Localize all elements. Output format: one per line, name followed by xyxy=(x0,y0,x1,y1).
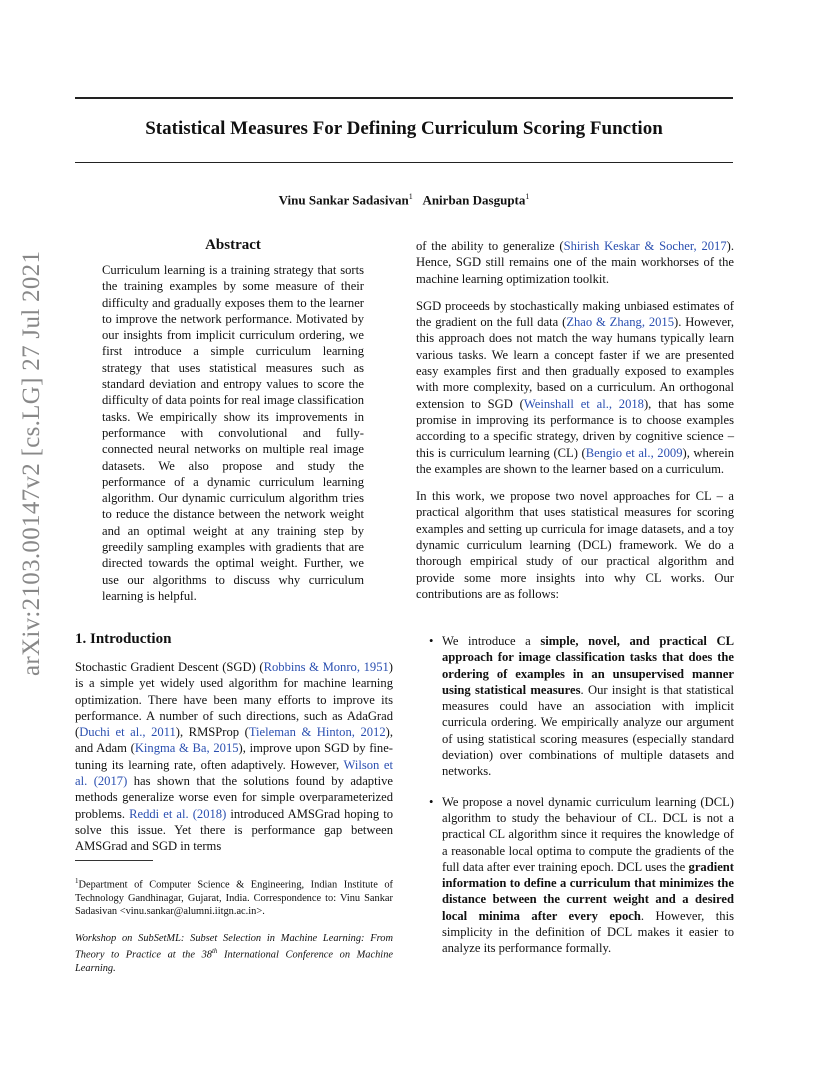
bold-text: simple, novel, and practical CL approach for image classification tasks that does the ordering of examples in an unsupervised manner using statistical measures xyxy=(442,634,735,697)
intro-paragraph-1-part-a xyxy=(75,659,393,855)
affiliation-footnote xyxy=(75,875,393,918)
title-bottom-rule xyxy=(75,162,733,163)
paper-title: Statistical Measures For Defining Curriculum Scoring Function xyxy=(145,118,663,139)
workshop-text: International Conference on Machine Learning. xyxy=(75,949,393,974)
title-top-rule xyxy=(75,97,733,99)
bullet-icon: • xyxy=(429,794,434,809)
author-name: Vinu Sankar Sadasivan xyxy=(278,192,409,208)
body-text: . However, this simplicity in the definition of DCL makes it easier to analyze its performance formally. xyxy=(442,908,734,956)
list-item xyxy=(416,633,734,780)
author-name: Anirban Dasgupta xyxy=(422,192,526,208)
footnote-mark: 1 xyxy=(75,877,79,885)
body-text: ), RMSProp ( xyxy=(175,725,249,740)
citation-link[interactable]: Duchi et al., 2011 xyxy=(79,725,176,740)
body-text: ) is a simple yet widely used algorithm for machine learning optimization. There have been many efforts to improve its performance. A number of such directions, such as AdaGrad ( xyxy=(75,660,393,740)
workshop-text: Workshop on SubSetML: Subset Selection in Machine Learning: From Theory to Practice at the 38 xyxy=(75,933,393,961)
body-text: SGD proceeds by stochastically making unbiased estimates of the gradient on the full data ( xyxy=(416,298,734,330)
body-text: . Our insight is that statistical measures could have an association with implicit curricula ordering. We empirically analyze our argument of using statistical scoring measures (especially standard deviation) over combinations of multiple datasets and networks. xyxy=(442,682,734,779)
body-text: ), that has some promise in improving its performance is to choose examples according to a specific strategy, driven by cognitive science – this is curriculum learning (CL) ( xyxy=(416,396,734,460)
body-text: We propose a novel dynamic curriculum learning (DCL) algorithm to study the behaviour of CL. DCL is not a practical CL algorithm since it requires the knowledge of a reasonable local optima to compute the gradients of the full data after ever training epoch. DCL uses the xyxy=(442,794,734,874)
author-list xyxy=(75,192,733,208)
intro-paragraph-1-part-b xyxy=(416,238,734,287)
abstract-text: Curriculum learning is a training strategy that sorts the training examples by some measure of their difficulty and gradually exposes them to the learner to improve the network performance. Motivated by our insights from implicit curriculum ordering, we first introduce a simple curriculum learning strategy that uses statistical measures such as standard deviation and entropy values to score the difficulty of data points for real image classification tasks. We empirically show its improvements in performance with convolutional and fully-connected neural networks on multiple real image datasets. We also propose and study the performance of a dynamic curriculum learning algorithm. Our dynamic curriculum algorithm tries to reduce the distance between the network weight and an optimal weight at any training step by greedily sampling examples with gradients that are directed towards the optimal weight. Further, we use our algorithms to discuss why curriculum learning is helpful. xyxy=(102,263,364,603)
body-text: of the ability to generalize ( xyxy=(416,239,564,253)
list-item xyxy=(416,794,734,957)
body-text: ), wherein the examples are shown to the learner based on a curriculum. xyxy=(416,445,734,476)
bold-text: gradient information to define a curriculum that minimizes the distance between the current weight and a desired local minima after every epoch xyxy=(442,859,734,923)
arxiv-stamp: arXiv:2103.00147v2 [cs.LG] 27 Jul 2021 xyxy=(18,250,45,676)
citation-link[interactable]: Weinshall et al., 2018 xyxy=(523,396,644,411)
intro-paragraph-2 xyxy=(416,298,734,477)
footnote-rule xyxy=(75,860,153,861)
body-text: has shown that the solutions found by adaptive methods generalize worse even for simple overparameterized problems. xyxy=(75,774,393,821)
contributions-list xyxy=(416,633,734,971)
workshop-note xyxy=(75,932,393,975)
citation-link[interactable]: Robbins & Monro, 1951 xyxy=(263,660,389,674)
citation-link[interactable]: Tieleman & Hinton, 2012 xyxy=(248,725,386,740)
body-text: We introduce a xyxy=(442,634,541,648)
workshop-superscript: th xyxy=(211,947,218,956)
citation-link[interactable]: Reddi et al. (2018) xyxy=(129,806,227,821)
body-text: ), improve upon SGD by fine-tuning its learning rate, often adaptively. However, xyxy=(75,741,393,772)
body-text: ). However, this approach does not match the way humans typically learn various tasks. We learn a concept faster if we are presented easy examples first and then gradually exposed to examples with more complexity, based on a curriculum. An orthogonal extension to SGD ( xyxy=(416,315,734,411)
abstract-heading: Abstract xyxy=(205,237,261,253)
citation-link[interactable]: Zhao & Zhang, 2015 xyxy=(566,315,675,330)
intro-paragraph-3: In this work, we propose two novel approaches for CL – a practical algorithm that uses statistical measures for scoring examples and setting up curricula for image datasets, and a toy dynamic curriculum learning (DCL) framework. We do a thorough empirical study of our practical algorithm and provide some more insights into why CL works. Our contributions are as follows: xyxy=(416,489,734,601)
citation-link[interactable]: Shirish Keskar & Socher, 2017 xyxy=(563,239,727,253)
citation-link[interactable]: Bengio et al., 2009 xyxy=(585,445,683,460)
citation-link[interactable]: Kingma & Ba, 2015 xyxy=(134,741,239,756)
body-text: ). Hence, SGD still remains one of the main workhorses of the machine learning optimization toolkit. xyxy=(416,239,734,286)
right-column xyxy=(416,238,734,602)
author-affiliation-mark: 1 xyxy=(408,192,413,201)
author-affiliation-mark: 1 xyxy=(525,192,530,201)
bullet-icon: • xyxy=(429,634,434,648)
body-text: Stochastic Gradient Descent (SGD) ( xyxy=(75,660,264,674)
body-text: introduced AMSGrad hoping to solve this issue. Yet there is performance gap between AMSGrad and SGD in terms xyxy=(75,806,393,854)
citation-link[interactable]: Wilson et al. (2017) xyxy=(75,757,393,789)
footnote-text: Department of Computer Science & Engineering, Indian Institute of Technology Gandhinagar, Gujarat, India. Correspondence to: Vinu Sankar Sadasivan <vinu.sankar@alumni.iitgn.ac.in>. xyxy=(75,879,393,917)
section-heading-introduction: 1. Introduction xyxy=(75,631,172,647)
body-text: ), and Adam ( xyxy=(75,725,393,756)
